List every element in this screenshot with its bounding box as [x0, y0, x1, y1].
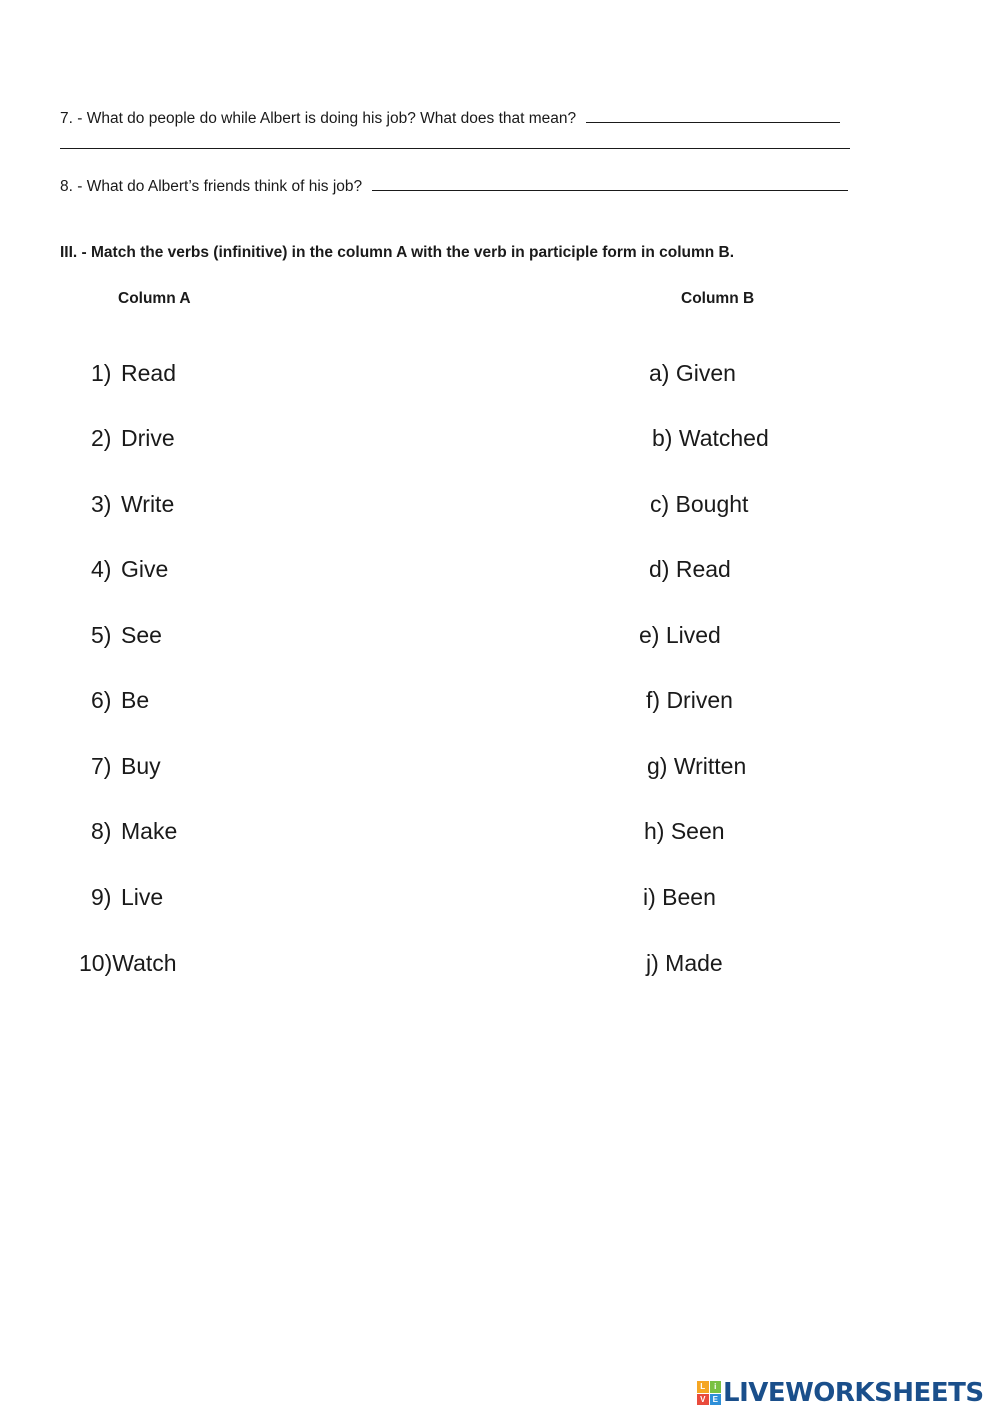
column-a-item-word: Buy [121, 753, 161, 779]
column-a-item [91, 556, 168, 583]
column-a-item [91, 753, 161, 780]
column-a-item-number: 1) [91, 360, 112, 386]
column-a-item-word: Give [121, 556, 169, 582]
column-a-item [91, 360, 176, 387]
column-b-item: e) Lived [639, 622, 721, 648]
column-a-item [91, 491, 174, 518]
logo-text: LIVEWORKSHEETS [723, 1378, 984, 1408]
column-a-item [91, 622, 162, 649]
column-b-item: f) Driven [646, 687, 733, 713]
column-a-item [91, 425, 175, 452]
column-a-item-word: Watch [112, 950, 177, 976]
column-a-item-word: Live [121, 884, 164, 910]
section-instruction: III. - Match the verbs (infinitive) in the column A with the verb in participle form in column B. [60, 244, 735, 261]
column-b-item: g) Written [647, 753, 747, 779]
column-b-item: a) Given [649, 360, 736, 386]
column-a-item-number: 4) [91, 556, 112, 582]
logo-mark-letter: L [697, 1381, 709, 1393]
column-b-item: i) Been [643, 884, 716, 910]
column-b-header: Column B [681, 290, 755, 307]
column-b-item: b) Watched [652, 425, 769, 451]
column-b-item: j) Made [646, 950, 723, 976]
logo-mark-icon [697, 1381, 721, 1405]
column-a-item-number: 5) [91, 622, 112, 648]
column-a-item-word: See [121, 622, 162, 648]
column-a-item-number: 7) [91, 753, 112, 779]
column-b-item: h) Seen [644, 818, 725, 844]
column-a-item-word: Drive [121, 425, 175, 451]
column-a-item-number: 10) [79, 950, 113, 976]
question-8 [60, 178, 848, 196]
column-a-item [91, 687, 149, 714]
liveworksheets-logo [697, 1380, 984, 1406]
answer-blank-7a[interactable] [586, 121, 840, 123]
column-a-item [79, 950, 177, 977]
column-a-item-number: 6) [91, 687, 112, 713]
column-a-item [91, 884, 163, 911]
column-a-item-number: 2) [91, 425, 112, 451]
column-a-item-word: Write [121, 491, 175, 517]
logo-mark-letter: i [710, 1381, 722, 1393]
column-a-item-number: 8) [91, 818, 112, 844]
column-a-item-word: Read [121, 360, 176, 386]
answer-blank-8[interactable] [372, 189, 848, 191]
column-a-item [91, 818, 177, 845]
column-a-item-word: Make [121, 818, 178, 844]
column-b-item: c) Bought [650, 491, 749, 517]
question-7-text: 7. - What do people do while Albert is doing his job? What does that mean? [60, 110, 577, 127]
answer-blank-7b[interactable] [60, 148, 850, 149]
column-a-item-number: 9) [91, 884, 112, 910]
column-b-item: d) Read [649, 556, 731, 582]
logo-mark-letter: E [710, 1394, 722, 1406]
logo-mark-letter: V [697, 1394, 709, 1406]
question-7 [60, 110, 840, 128]
column-a-header: Column A [118, 290, 191, 307]
question-8-text: 8. - What do Albert’s friends think of his job? [60, 178, 363, 195]
column-a-item-word: Be [121, 687, 150, 713]
column-a-item-number: 3) [91, 491, 112, 517]
